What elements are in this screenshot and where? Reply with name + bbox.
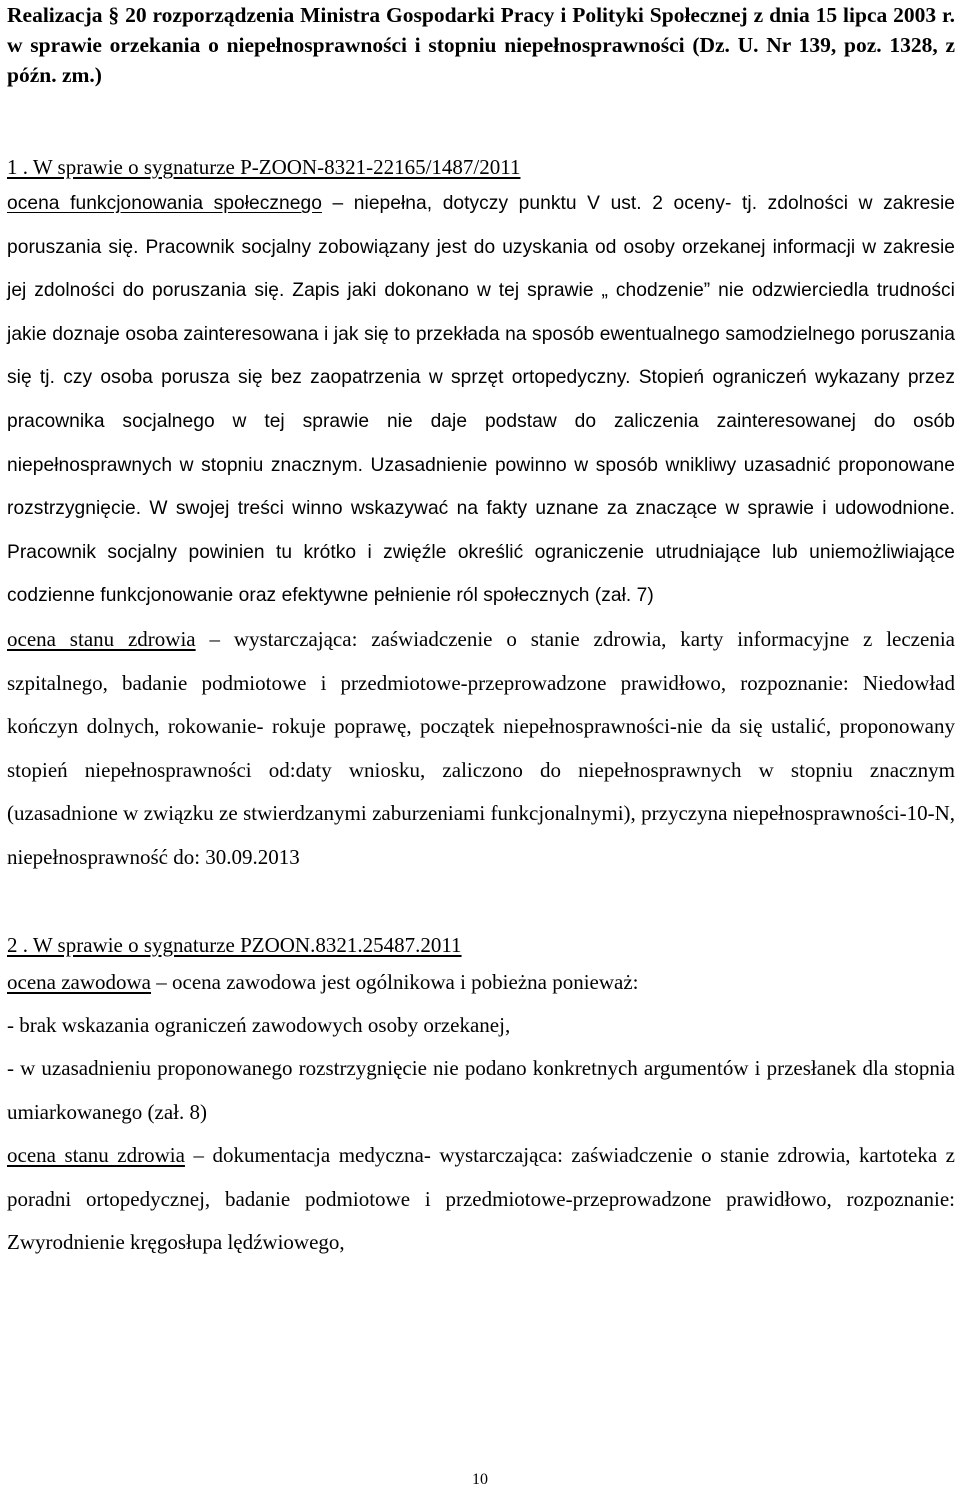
- case-2-bullet-1: - brak wskazania ograniczeń zawodowych osoby orzekanej,: [7, 1012, 511, 1037]
- case-2-heading: [7, 930, 955, 960]
- document-page: [7, 0, 955, 1265]
- social-assessment-text: – niepełna, dotyczy punktu V ust. 2 oceny- tj. zdolności w zakresie poruszania się. Pracownik socjalny zobowiązany jest do uzyskania od osoby orzekanej informacji w zakresie jej zdolności do poruszania się. Zapis jaki dokonano w tej sprawie „ chodzenie” nie odzwierciedla trudności jakie doznaje osoba zainteresowana i jak się to przekłada na sposób ewentualnego samodzielnego poruszania się tj. czy osoba porusza się bez zaopatrzenia w sprzęt ortopedyczny. Stopień ograniczeń wykazany przez pracownika socjalnego w tej sprawie nie daje podstaw do zaliczenia zainteresowanej do osób niepełnosprawnych w stopniu znacznym. Uzasadnienie powinno w sposób wnikliwy uzasadnić proponowane rozstrzygnięcie. W swojej treści winno wskazywać na fakty uznane za znaczące w sprawie i udowodnione. Pracownik socjalny powinien tu krótko i zwięźle określić ograniczenie utrudniające lub uniemożliwiające codzienne funkcjonowanie oraz efektywne pełnienie ról społecznych (zał. 7): [7, 193, 955, 607]
- case-2-vocational-assessment: [7, 960, 955, 1004]
- health-assessment-text-2: – dokumentacja medyczna- wystarczająca: zaświadczenie o stanie zdrowia, kartoteka z poradni ortopedycznej, badanie podmiotowe i przedmiotowe-przeprowadzone prawidłowo, rozpoznanie: Zwyrodnienie kręgosłupa lędźwiowego,: [7, 1143, 955, 1255]
- case-1-health-assessment: [7, 618, 955, 880]
- case-2-health-assessment: [7, 1134, 955, 1265]
- vocational-assessment-text: – ocena zawodowa jest ogólnikowa i pobieżna ponieważ:: [151, 969, 639, 994]
- vocational-assessment-label: ocena zawodowa: [7, 969, 152, 994]
- case-1-heading-text: 1 . W sprawie o sygnaturze P-ZOON-8321-22165/1487/2011: [7, 155, 521, 179]
- page-number: 10: [472, 1471, 488, 1488]
- social-assessment-label: ocena funkcjonowania społecznego: [7, 193, 322, 214]
- case-2-heading-text: 2 . W sprawie o sygnaturze PZOON.8321.25487.2011: [7, 932, 462, 957]
- health-assessment-text: – wystarczająca: zaświadczenie o stanie zdrowia, karty informacyjne z leczenia szpitalnego, badanie podmiotowe i przedmiotowe-przeprowadzone prawidłowo, rozpoznanie: Niedowład kończyn dolnych, rokowanie- rokuje poprawę, początek niepełnosprawności-nie da się ustalić, proponowany stopień niepełnosprawności od:daty wniosku, zaliczono do niepełnosprawnych w stopniu znacznym (uzasadnione w związku ze stwierdzanymi zaburzeniami funkcjonalnymi), przyczyna niepełnosprawności-10-N, niepełnosprawność do: 30.09.2013: [7, 626, 955, 869]
- case-2-bullet-2: - w uzasadnieniu proponowanego rozstrzygnięcie nie podano konkretnych argumentów i przesłanek dla stopnia umiarkowanego (zał. 8): [7, 1056, 955, 1124]
- case-1-heading: [7, 152, 955, 182]
- health-assessment-label: ocena stanu zdrowia: [7, 626, 196, 651]
- document-title: Realizacja § 20 rozporządzenia Ministra Gospodarki Pracy i Polityki Społecznej z dnia 15 lipca 2003 r. w sprawie orzekania o niepełnosprawności i stopniu niepełnosprawności (Dz. U. Nr 139, poz. 1328, z późn. zm.): [7, 3, 955, 87]
- case-1-social-assessment: [7, 182, 955, 618]
- health-assessment-label-2: ocena stanu zdrowia: [7, 1143, 185, 1168]
